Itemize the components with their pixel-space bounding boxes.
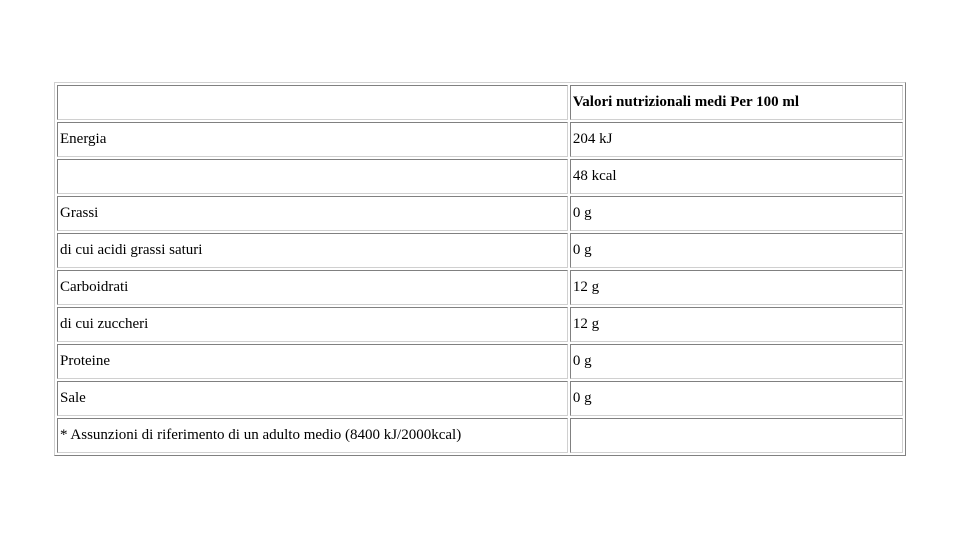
nutrient-value: 204 kJ [570,122,903,157]
nutrient-label: Carboidrati [57,270,568,305]
table-header-row [57,85,903,120]
header-value-cell: Valori nutrizionali medi Per 100 ml [570,85,903,120]
header-label-cell [57,85,568,120]
table-footnote-row [57,418,903,453]
nutrient-value: 48 kcal [570,159,903,194]
table-row [57,270,903,305]
table-row [57,381,903,416]
nutrient-label: Grassi [57,196,568,231]
nutrient-value: 0 g [570,196,903,231]
nutrient-value: 0 g [570,381,903,416]
footnote-value [570,418,903,453]
table-row [57,233,903,268]
nutrient-label: di cui zuccheri [57,307,568,342]
nutrient-label: di cui acidi grassi saturi [57,233,568,268]
nutrient-label: Energia [57,122,568,157]
table-row [57,344,903,379]
table-row [57,159,903,194]
nutrient-value: 0 g [570,233,903,268]
table-row [57,307,903,342]
table-row [57,196,903,231]
nutrient-label: Proteine [57,344,568,379]
nutrient-value: 12 g [570,307,903,342]
footnote-text: * Assunzioni di riferimento di un adulto medio (8400 kJ/2000kcal) [57,418,568,453]
nutrient-value: 0 g [570,344,903,379]
nutrient-label: Sale [57,381,568,416]
nutrient-label [57,159,568,194]
table-row [57,122,903,157]
nutrition-table [54,82,906,456]
nutrient-value: 12 g [570,270,903,305]
